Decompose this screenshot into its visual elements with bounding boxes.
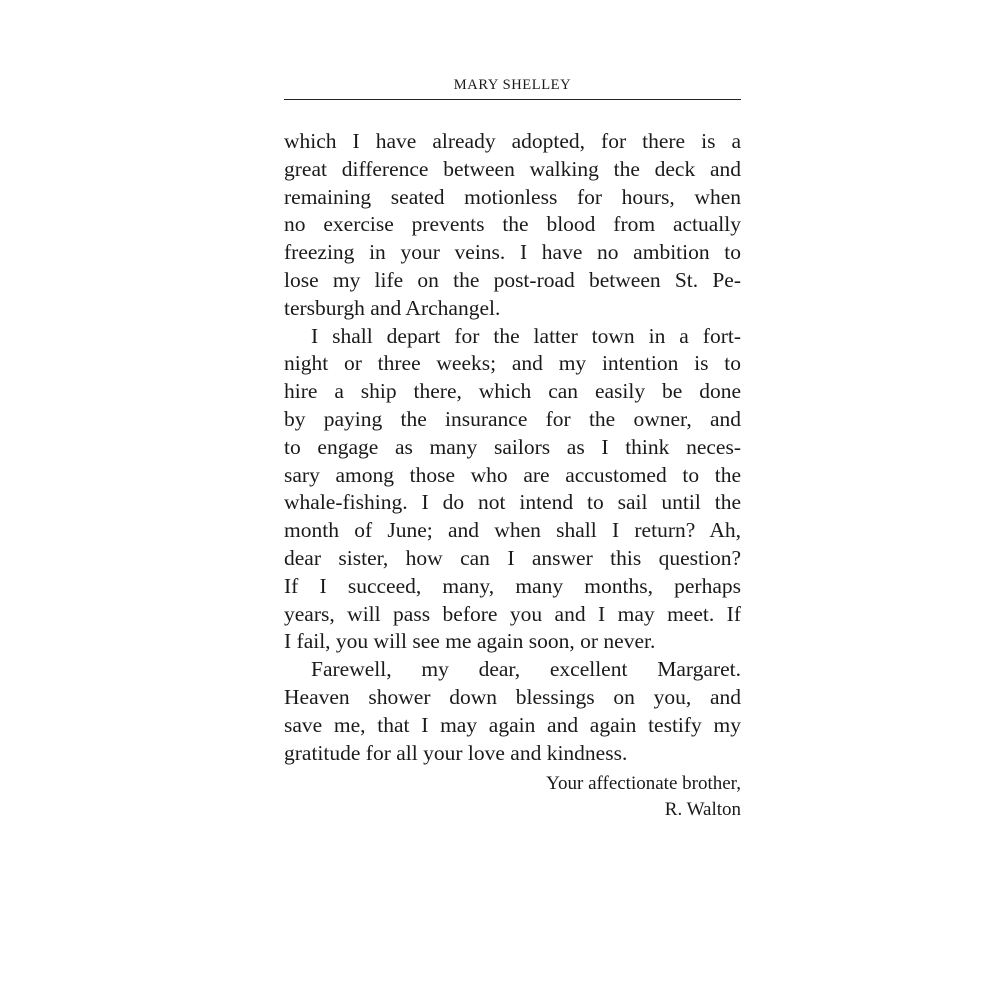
text-line: night or three weeks; and my intention is to	[284, 351, 741, 376]
signature-block	[284, 771, 741, 823]
running-head: MARY SHELLEY	[453, 77, 572, 93]
text-line: Farewell, my dear, excellent Margaret.	[311, 657, 741, 682]
text-line: which I have already adopted, for there is a	[284, 129, 741, 153]
text-line: to engage as many sailors as I think neces-	[284, 434, 741, 459]
text-line: If I succeed, many, many months, perhaps	[284, 573, 741, 598]
text-line: gratitude for all your love and kindness.	[284, 740, 628, 765]
text-line: whale-fishing. I do not intend to sail until the	[284, 490, 741, 515]
signature-name: R. Walton	[664, 799, 741, 821]
text-line: lose my life on the post-road between St. Pe-	[284, 267, 741, 292]
book-page	[284, 76, 741, 823]
text-line: month of June; and when shall I return? Ah,	[284, 518, 741, 543]
text-line: I fail, you will see me again soon, or never.	[284, 629, 656, 654]
paragraph	[284, 656, 741, 767]
text-line: hire a ship there, which can easily be done	[284, 379, 741, 404]
text-line: dear sister, how can I answer this question?	[284, 545, 741, 570]
paragraph	[284, 323, 741, 657]
text-line: by paying the insurance for the owner, and	[284, 406, 741, 431]
text-line: freezing in your veins. I have no ambition to	[284, 240, 741, 265]
text-line: sary among those who are accustomed to the	[284, 462, 741, 487]
text-line: save me, that I may again and again testify my	[284, 712, 741, 737]
text-line: I shall depart for the latter town in a fort-	[311, 323, 741, 348]
text-line: great difference between walking the deck and	[284, 156, 741, 181]
header-rule	[284, 99, 741, 100]
text-line: Heaven shower down blessings on you, and	[284, 684, 741, 709]
text-line: tersburgh and Archangel.	[284, 295, 501, 320]
paragraph	[284, 128, 741, 323]
text-line: years, will pass before you and I may meet. If	[284, 601, 741, 626]
body-text	[284, 128, 741, 767]
text-line: no exercise prevents the blood from actually	[284, 212, 741, 237]
text-line: remaining seated motionless for hours, when	[284, 184, 741, 209]
signature-closing: Your affectionate brother,	[546, 773, 741, 795]
